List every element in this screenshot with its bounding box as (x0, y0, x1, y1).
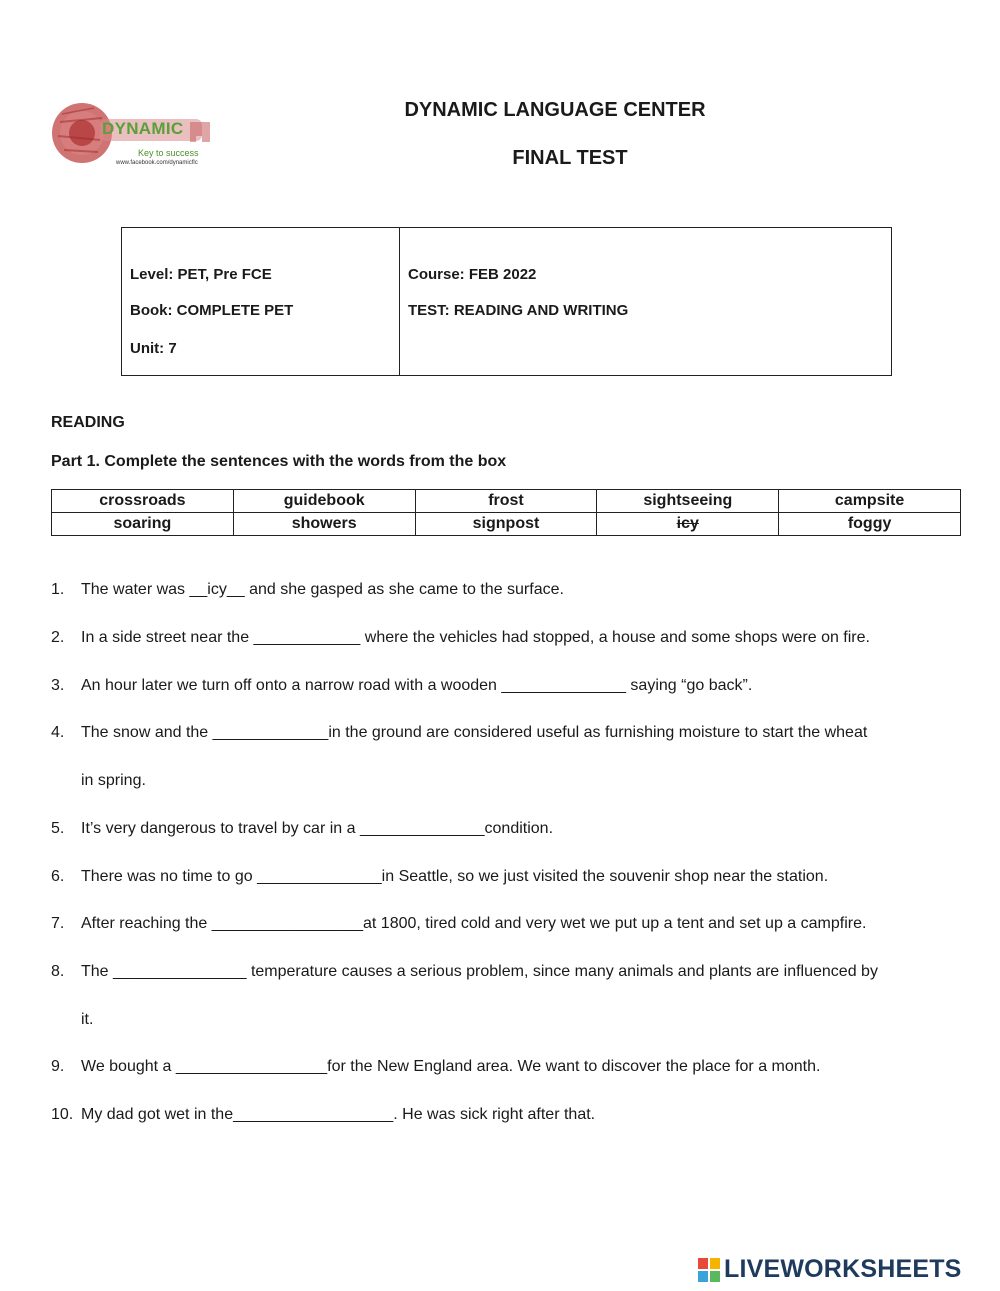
question-text: After reaching the _________________at 1800, tired cold and very wet we put up a tent and set up a campfire. (81, 915, 867, 932)
question-2 (51, 629, 870, 647)
question-3 (51, 677, 752, 695)
question-number: 4. (51, 724, 65, 741)
school-logo (50, 92, 235, 174)
book-label: Book: COMPLETE PET (130, 302, 294, 319)
liveworksheets-brand (698, 1255, 998, 1285)
brand-text: LIVEWORKSHEETS (724, 1255, 962, 1283)
question-text: The water was __icy__ and she gasped as she came to the surface. (81, 581, 564, 598)
level-label: Level: PET, Pre FCE (130, 266, 272, 283)
question-number: 6. (51, 868, 65, 885)
test-title: FINAL TEST (512, 147, 628, 169)
word-cell: foggy (779, 513, 961, 536)
section-heading: READING (51, 414, 125, 431)
word-box-row (52, 513, 961, 536)
word-cell: soaring (52, 513, 234, 536)
question-text: The snow and the _____________in the ground are considered useful as furnishing moisture to start the wheat (81, 724, 868, 741)
question-text: The _______________ temperature causes a serious problem, since many animals and plants are influenced by (81, 963, 878, 980)
question-text: There was no time to go ______________in Seattle, so we just visited the souvenir shop near the station. (81, 868, 829, 885)
test-info-box (121, 227, 892, 376)
question-number: 1. (51, 581, 65, 598)
question-5 (51, 820, 553, 838)
part1-instructions: Part 1. Complete the sentences with the words from the box (51, 453, 507, 470)
question-text: In a side street near the ____________ where the vehicles had stopped, a house and some shops were on fire. (81, 629, 870, 646)
question-text: An hour later we turn off onto a narrow road with a wooden ______________ saying “go back”. (81, 677, 753, 694)
question-8 (51, 963, 878, 981)
test-type-label: TEST: READING AND WRITING (408, 302, 629, 319)
word-cell: sightseeing (597, 490, 779, 513)
logo-word: DYNAMIC (102, 119, 184, 138)
word-cell: guidebook (233, 490, 415, 513)
question-7 (51, 915, 866, 933)
question-text: We bought a _________________for the New England area. We want to discover the place for a month. (81, 1058, 821, 1075)
question-number: 7. (51, 915, 65, 932)
word-cell: frost (415, 490, 597, 513)
question-9 (51, 1058, 820, 1076)
word-cell-used: icy (597, 513, 779, 536)
question-6 (51, 868, 828, 886)
word-cell: showers (233, 513, 415, 536)
question-4 (51, 724, 867, 742)
question-number: 8. (51, 963, 65, 980)
question-4-continued: in spring. (81, 772, 146, 789)
word-cell: signpost (415, 513, 597, 536)
question-number: 10. (51, 1106, 74, 1123)
question-number: 3. (51, 677, 65, 694)
info-divider (399, 228, 400, 375)
question-8-continued: it. (81, 1011, 94, 1028)
question-text: My dad got wet in the__________________. He was sick right after that. (81, 1106, 596, 1123)
question-10 (51, 1106, 595, 1124)
question-number: 2. (51, 629, 65, 646)
course-label: Course: FEB 2022 (408, 266, 537, 283)
logo-tagline: Key to success (138, 148, 199, 158)
question-1 (51, 581, 564, 599)
question-number: 9. (51, 1058, 65, 1075)
logo-url: www.facebook.com/dynamicflc (116, 160, 198, 166)
word-cell: crossroads (52, 490, 234, 513)
word-box-row (52, 490, 961, 513)
word-box (51, 489, 961, 536)
question-text: It’s very dangerous to travel by car in a ______________condition. (81, 820, 554, 837)
liveworksheets-icon (698, 1258, 720, 1282)
word-cell: campsite (779, 490, 961, 513)
school-name: DYNAMIC LANGUAGE CENTER (404, 99, 706, 121)
unit-label: Unit: 7 (130, 340, 177, 357)
question-number: 5. (51, 820, 65, 837)
